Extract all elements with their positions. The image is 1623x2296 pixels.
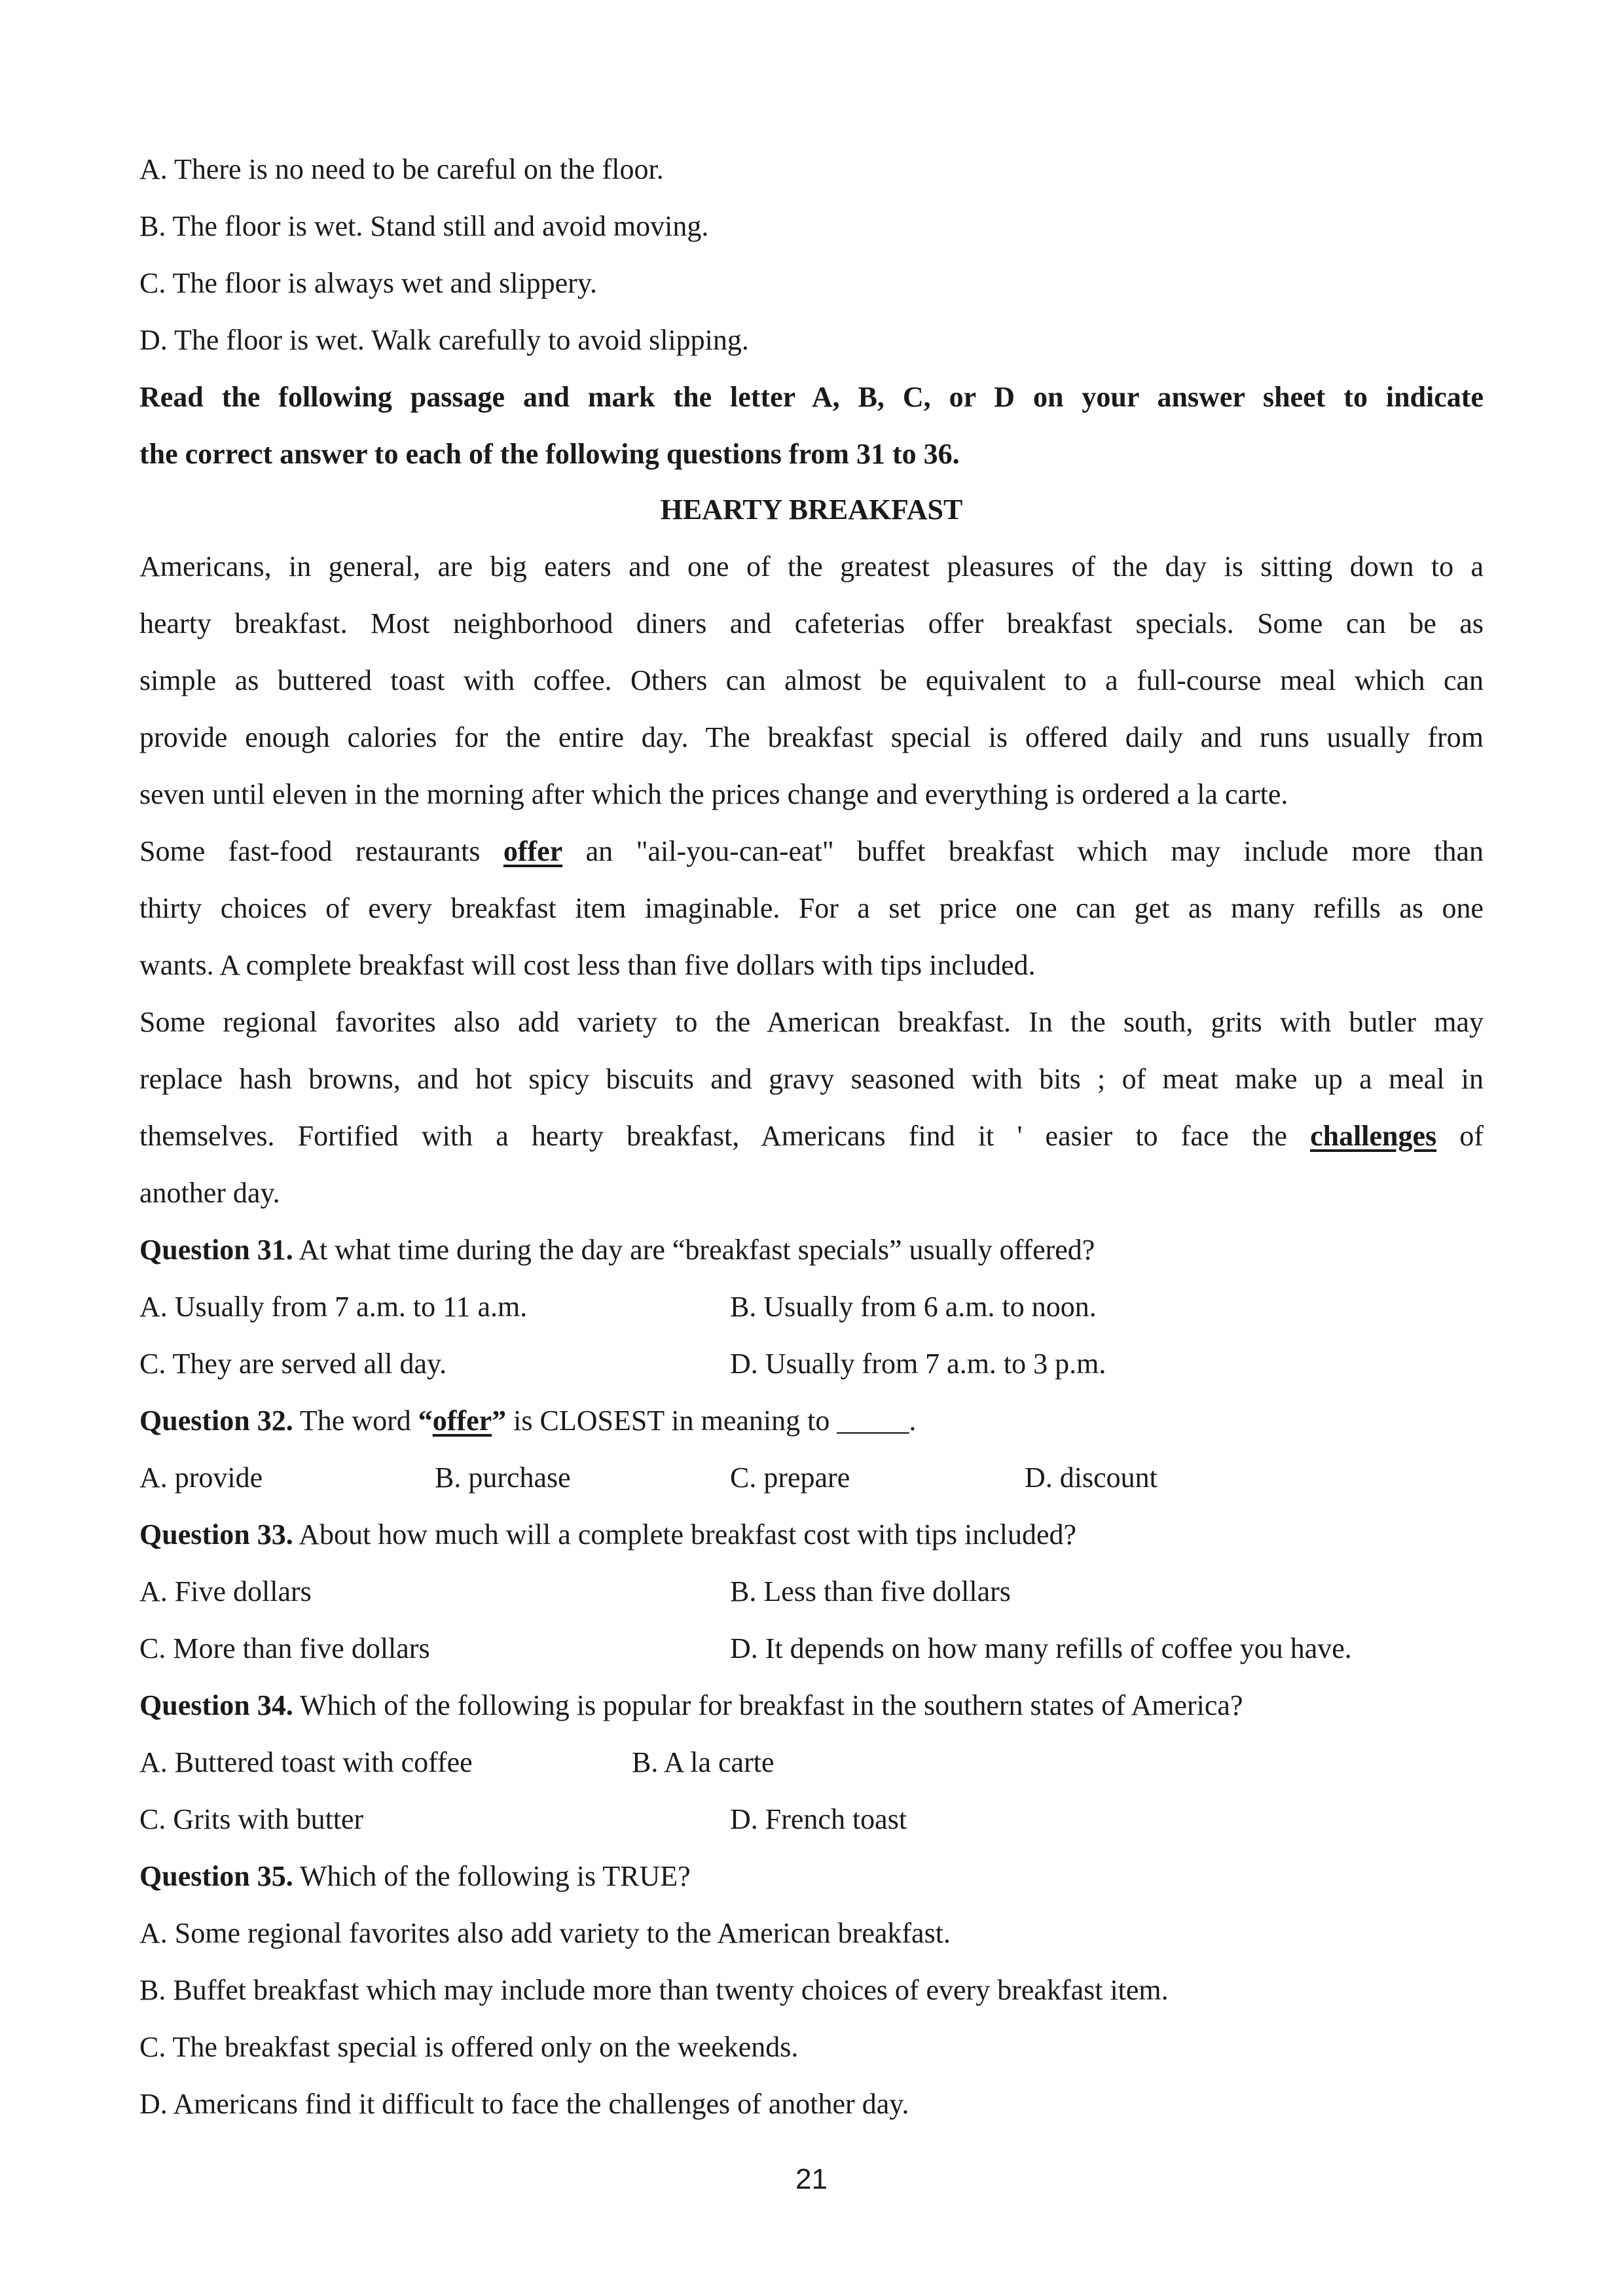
q35-option-b: B. Buffet breakfast which may include more than twenty choices of every breakfast item. (139, 1974, 1169, 2006)
passage-line: Some regional favorites also add variety to the American breakfast. In the south, grits with butler may (139, 1006, 1484, 1038)
q33-option-d: D. It depends on how many refills of coffee you have. (730, 1632, 1352, 1664)
prev-option-d: D. The floor is wet. Walk carefully to avoid slipping. (139, 324, 749, 356)
passage-line: provide enough calories for the entire day. The breakfast special is offered daily and runs usually from (139, 721, 1484, 753)
prev-option-c: C. The floor is always wet and slippery. (139, 267, 597, 299)
passage-line: seven until eleven in the morning after which the prices change and everything is ordered a la carte. (139, 778, 1288, 810)
q34-option-b: B. A la carte (632, 1746, 775, 1778)
q31-option-a: A. Usually from 7 a.m. to 11 a.m. (139, 1291, 528, 1323)
q34-option-a: A. Buttered toast with coffee (139, 1746, 473, 1778)
question-33 (139, 1515, 1076, 1554)
instruction-line-2: the correct answer to each of the following questions from 31 to 36. (139, 438, 960, 470)
instruction-line-1: Read the following passage and mark the letter A, B, C, or D on your answer sheet to indicate (139, 381, 1484, 413)
question-32 (139, 1401, 916, 1441)
question-label: Question 33. (139, 1518, 293, 1551)
passage-text: an "ail-you-can-eat" buffet breakfast which may include more than (585, 835, 1484, 867)
passage-line: Americans, in general, are big eaters and one of the greatest pleasures of the day is sitting down to a (139, 550, 1484, 583)
question-text: About how much will a complete breakfast cost with tips included? (299, 1518, 1077, 1551)
passage-line: thirty choices of every breakfast item imaginable. For a set price one can get as many refills as one (139, 892, 1484, 924)
q33-option-b: B. Less than five dollars (730, 1575, 1011, 1607)
passage-line: simple as buttered toast with coffee. Others can almost be equivalent to a full-course meal which can (139, 664, 1484, 696)
passage-line: replace hash browns, and hot spicy biscuits and gravy seasoned with bits ; of meat make up a meal in (139, 1063, 1484, 1095)
q34-option-c: C. Grits with butter (139, 1803, 364, 1835)
question-34 (139, 1686, 1243, 1725)
question-text: The word (299, 1405, 411, 1437)
passage-title: HEARTY BREAKFAST (660, 493, 963, 526)
q35-option-d: D. Americans find it difficult to face the challenges of another day. (139, 2088, 909, 2120)
q34-option-d: D. French toast (730, 1803, 907, 1835)
prev-option-b: B. The floor is wet. Stand still and avoid moving. (139, 210, 709, 242)
passage-line: another day. (139, 1177, 280, 1209)
q35-option-a: A. Some regional favorites also add variety to the American breakfast. (139, 1917, 951, 1949)
page-number: 21 (795, 2163, 828, 2195)
question-text: Which of the following is TRUE? (299, 1860, 691, 1892)
q35-option-c: C. The breakfast special is offered only on the weekends. (139, 2031, 799, 2063)
passage-line-challenges (139, 1117, 1484, 1156)
question-text: At what time during the day are “breakfast specials” usually offered? (299, 1234, 1095, 1266)
q31-option-d: D. Usually from 7 a.m. to 3 p.m. (730, 1348, 1106, 1380)
question-text: is CLOSEST in meaning to (513, 1405, 830, 1437)
passage-line: wants. A complete breakfast will cost less than five dollars with tips included. (139, 949, 1036, 981)
passage-text: of (1459, 1120, 1484, 1152)
q31-option-c: C. They are served all day. (139, 1348, 447, 1380)
close-quote: ” (492, 1405, 507, 1437)
answer-blank: _____. (837, 1405, 917, 1437)
keyword-challenges: challenges (1310, 1120, 1437, 1152)
passage-text: themselves. Fortified with a hearty breakfast, Americans find it ' easier to face the (139, 1120, 1287, 1152)
q32-option-a: A. provide (139, 1462, 263, 1494)
question-label: Question 35. (139, 1860, 293, 1892)
question-label: Question 32. (139, 1405, 293, 1437)
q32-option-c: C. prepare (730, 1462, 850, 1494)
open-quote: “ (418, 1405, 433, 1437)
q31-option-b: B. Usually from 6 a.m. to noon. (730, 1291, 1097, 1323)
question-35 (139, 1857, 691, 1896)
question-text: Which of the following is popular for breakfast in the southern states of America? (299, 1689, 1243, 1721)
question-31 (139, 1230, 1095, 1270)
keyword-offer: offer (503, 835, 563, 867)
passage-text: Some fast-food restaurants (139, 835, 481, 867)
question-label: Question 34. (139, 1689, 293, 1721)
passage-line-offer (139, 832, 1484, 871)
q33-option-a: A. Five dollars (139, 1575, 312, 1607)
prev-option-a: A. There is no need to be careful on the floor. (139, 153, 664, 185)
passage-line: hearty breakfast. Most neighborhood diners and cafeterias offer breakfast specials. Some can be as (139, 607, 1484, 639)
q33-option-c: C. More than five dollars (139, 1632, 430, 1664)
keyword-offer-ref: offer (432, 1405, 492, 1437)
q32-option-d: D. discount (1025, 1462, 1158, 1494)
q32-option-b: B. purchase (435, 1462, 571, 1494)
question-label: Question 31. (139, 1234, 293, 1266)
